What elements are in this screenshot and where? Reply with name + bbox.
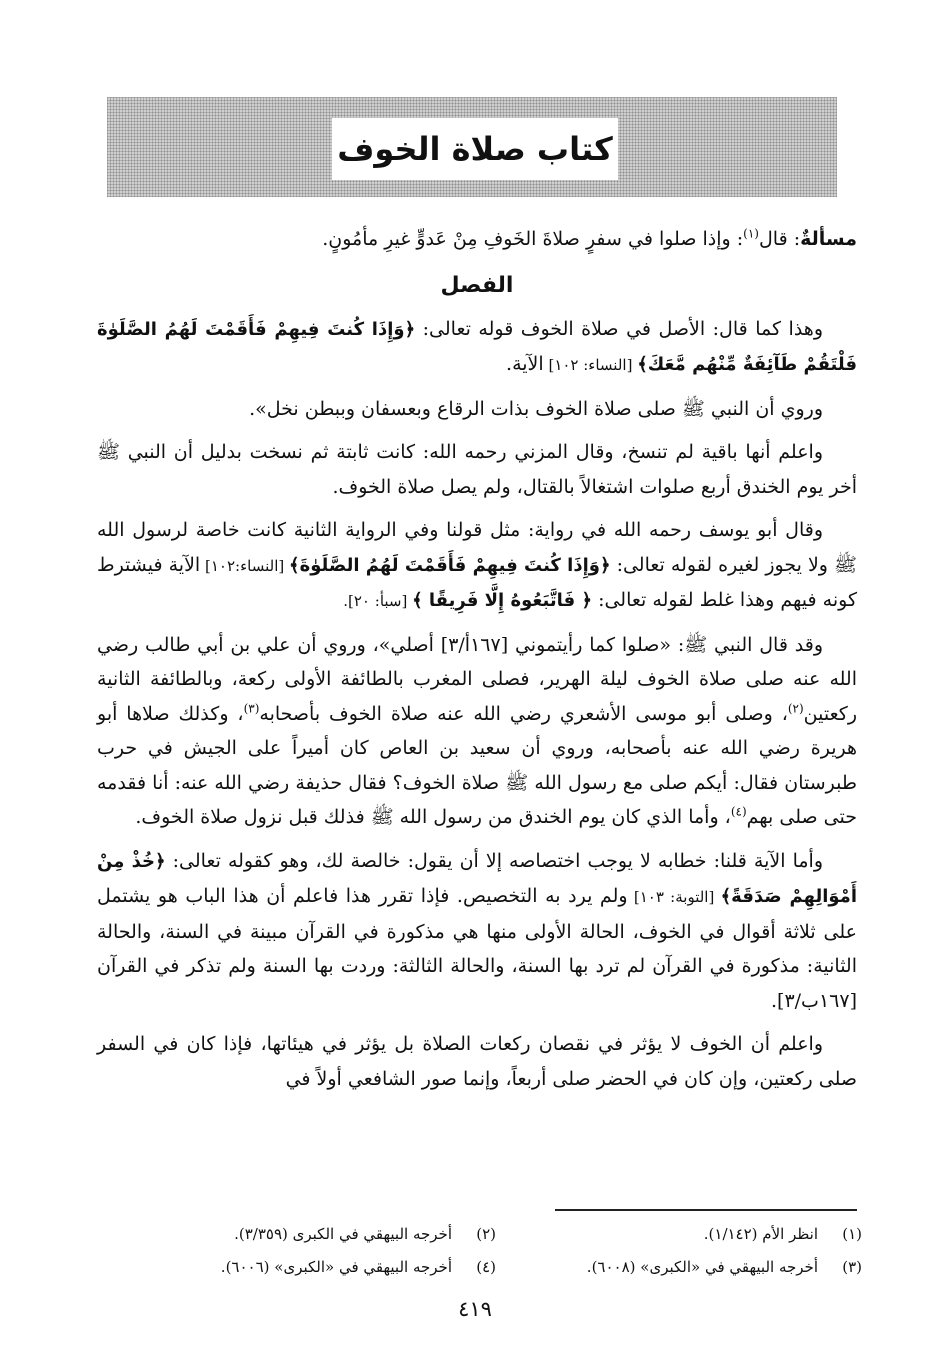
paragraph-1-text: وهذا كما قال: الأصل في صلاة الخوف قوله تعالى: [415, 317, 824, 340]
footnote-1 [526, 1218, 862, 1251]
footnote-2 [160, 1218, 496, 1251]
section-heading: الفصل [440, 272, 514, 298]
paragraph-1-end: الآية. [506, 353, 544, 375]
paragraph-2: وروي أن النبي ﷺ صلى صلاة الخوف بذات الرقاع وبعسفان وببطن نخل». [249, 397, 823, 420]
footnote-3 [526, 1251, 862, 1284]
footnote-ref-3: (٣) [243, 701, 260, 716]
main-text [97, 222, 857, 1105]
verse-reference: [سبأ: ٢٠]. [343, 592, 413, 610]
paragraph-5 [97, 628, 857, 835]
paragraph-5-text-c: ، وكذلك صلاها أبو هريرة رضي الله عنه بأصحابه، وروي أن سعيد بن العاص كان أميراً على الجيش في حرب طبرستان فقال: أيكم صلى مع رسول الله ﷺ صلاة الخوف؟ فقال حذيفة رضي الله عنه: أنا فقدمه حتى صلى بهم [97, 702, 857, 828]
paragraph-4 [97, 513, 857, 619]
footnote-ref-2: (٢) [787, 701, 804, 716]
footnotes [160, 1218, 862, 1284]
masala-lead: مسألةٌ [800, 228, 857, 250]
chapter-title: كتاب صلاة الخوف [337, 130, 613, 168]
paragraph-6-text: وأما الآية قلنا: خطابه لا يوجب اختصاصه إلا أن يقول: خالصة لك، وهو كقوله تعالى: [165, 849, 823, 872]
verse-reference: [النساء:١٠٢] [200, 556, 290, 575]
footnote-number: (٤) [476, 1258, 496, 1276]
footnote-text: أخرجه البيهقي في الكبرى (٣/٣٥٩). [234, 1225, 452, 1243]
footnote-ref-4: (٤) [730, 804, 747, 819]
paragraph-4-middle: الآية فيشترط كونه فيهم وهذا غلط لقوله تعالى: [97, 553, 857, 611]
verse-reference: [النساء: ١٠٢] [543, 356, 638, 374]
paragraph-5-text-d: ، وأما الذي كان يوم الخندق من رسول الله ﷺ فذلك قبل نزول صلاة الخوف. [135, 806, 731, 828]
paragraph-4-text: وقال أبو يوسف رحمه الله في رواية: مثل قولنا وفي الرواية الثانية كانت خاصة لرسول الله ﷺ ولا يجوز لغيره لقوله تعالى: [97, 519, 857, 576]
paragraph-5-text: وقد قال النبي ﷺ: «صلوا كما رأيتموني [١٦٧أ/٣] أصلي»، وروي أن علي بن أبي طالب رضي الله عنه صلى صلاة الخوف ليلة الهرير، فصلى المغرب بالطائفة الأولى ركعة، وبالطائفة الثانية ركعتين [97, 633, 857, 725]
paragraph-6-text-b: ولم يرد به التخصيص. فإذا تقرر هذا فاعلم أن هذا الباب هو يشتمل على ثلاثة أقوال في الخوف، الحالة الأولى منها هي مذكورة في القرآن مبينة في السنة، والحالة الثانية: مذكورة في القرآن لم ترد بها السنة، والحالة الثالثة: وردت بها السنة ولم تذكر في القرآن [١٦٧ب/٣]. [97, 885, 857, 1012]
paragraph-1 [97, 312, 857, 383]
masala-text-before: : قال [758, 228, 801, 250]
quran-verse: ﴿وَإِذَا كُنتَ فِيهِمْ فَأَقَمْتَ لَهُمُ الصَّلَوٰةَ فَلْتَقُمْ طَآئِفَةٌ مِّنْهُم مَّعَكَ﴾ [97, 318, 857, 375]
footnote-text: أخرجه البيهقي في «الكبرى» (٦٠٠٦). [220, 1258, 452, 1276]
paragraph-5-text-b: ، وصلى أبو موسى الأشعري رضي الله عنه صلاة الخوف بأصحابه [259, 702, 788, 725]
paragraph-7: واعلم أن الخوف لا يؤثر في نقصان ركعات الصلاة بل يؤثر في هيئاتها، فإذا كان في السفر صلى ركعتين، وإن كان في الحضر صلى أربعاً، وإنما صور الشافعي أولاً في [97, 1033, 857, 1090]
quran-verse: ﴿ فَاتَّبَعُوهُ إِلَّا فَرِيقًا ﴾ [412, 590, 593, 611]
paragraph-6 [97, 844, 857, 1019]
paragraph-3: واعلم أنها باقية لم تنسخ، وقال المزني رحمه الله: كانت ثابتة ثم نسخت بدليل أن النبي ﷺ أخر يوم الخندق أربع صلوات اشتغالاً بالقتال، ولم يصل صلاة الخوف. [97, 441, 857, 498]
footnote-number: (٣) [842, 1258, 862, 1276]
verse-reference: [التوبة: ١٠٣] [627, 888, 721, 906]
footnote-number: (١) [842, 1225, 862, 1243]
footnote-text: أخرجه البيهقي في «الكبرى» (٦٠٠٨). [586, 1258, 818, 1276]
title-box [332, 118, 618, 180]
masala-line [97, 222, 857, 257]
quran-verse: ﴿وَإِذَا كُنتَ فِيهِمْ فَأَقَمْتَ لَهُمُ الصَّلَوٰةَ﴾ [289, 554, 611, 576]
quran-verse: ﴿خُذْ مِنْ أَمْوَالِهِمْ صَدَقَةً﴾ [97, 850, 857, 907]
page-number: ٤١٩ [458, 1297, 492, 1321]
footnote-number: (٢) [476, 1225, 496, 1243]
footnote-divider [555, 1209, 857, 1211]
footnote-4 [160, 1251, 496, 1284]
footnote-text: انظر الأم (١/١٤٢). [703, 1225, 818, 1243]
masala-text-after: : وإذا صلوا في سفرٍ صلاةَ الخَوفِ مِنْ عَدوٍّ غيرِ مأمُونٍ. [322, 228, 744, 250]
footnote-ref-1: (١) [743, 226, 759, 241]
